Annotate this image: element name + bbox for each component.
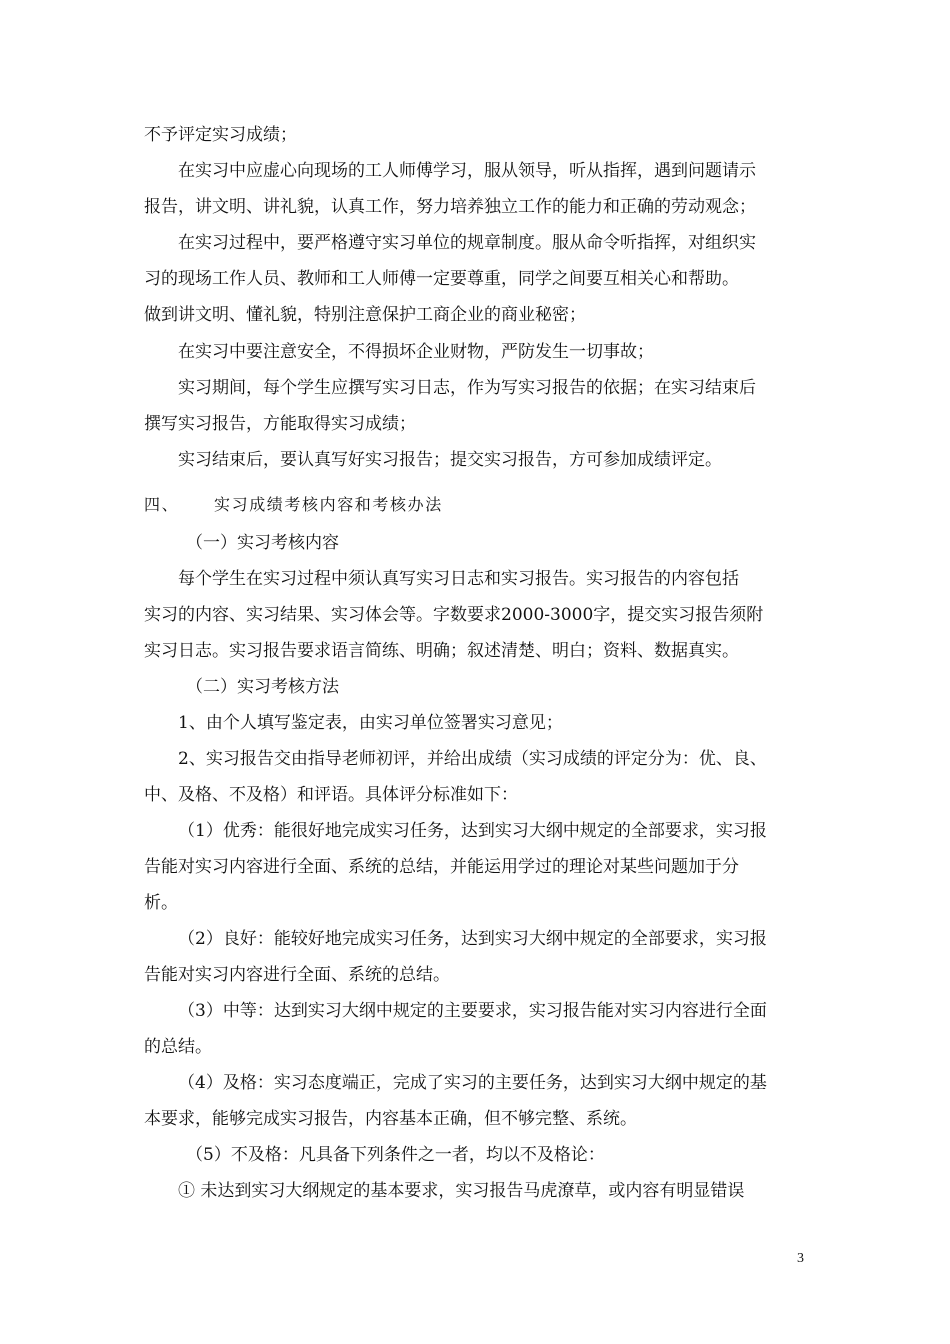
page-number: 3	[797, 1251, 804, 1266]
grade-criterion: （2）良好：能较好地完成实习任务，达到实习大纲中规定的全部要求，实习报	[178, 929, 767, 949]
list-item: 1、由个人填写鉴定表，由实习单位签署实习意见；	[178, 713, 563, 733]
grade-criterion-continued: 本要求，能够完成实习报告，内容基本正确，但不够完整、系统。	[144, 1109, 637, 1129]
grade-criterion: （4）及格：实习态度端正，完成了实习的主要任务，达到实习大纲中规定的基	[178, 1073, 767, 1093]
paragraph-line: 不予评定实习成绩；	[144, 125, 297, 145]
paragraph-line: 报告，讲文明、讲礼貌，认真工作，努力培养独立工作的能力和正确的劳动观念；	[144, 197, 756, 217]
grade-criterion: （3）中等：达到实习大纲中规定的主要要求，实习报告能对实习内容进行全面	[178, 1001, 767, 1021]
section-title: 实习成绩考核内容和考核办法	[214, 495, 443, 514]
grade-criterion-continued: 告能对实习内容进行全面、系统的总结。	[144, 965, 450, 985]
subsection-title: （一）实习考核内容	[186, 533, 339, 553]
grade-criterion: （5）不及格：凡具备下列条件之一者，均以不及格论：	[186, 1145, 605, 1165]
section-heading	[144, 494, 443, 516]
paragraph-line: 每个学生在实习过程中须认真写实习日志和实习报告。实习报告的内容包括	[178, 569, 739, 589]
subsection-title: （二）实习考核方法	[186, 677, 339, 697]
paragraph-line: 实习日志。实习报告要求语言简练、明确；叙述清楚、明白；资料、数据真实。	[144, 641, 739, 661]
paragraph-line: 实习结束后，要认真写好实习报告；提交实习报告，方可参加成绩评定。	[178, 450, 722, 470]
paragraph-line: 习的现场工作人员、教师和工人师傅一定要尊重，同学之间要互相关心和帮助。	[144, 269, 739, 289]
fail-condition: ① 未达到实习大纲规定的基本要求，实习报告马虎潦草，或内容有明显错误	[178, 1181, 745, 1201]
paragraph-line: 在实习中应虚心向现场的工人师傅学习，服从领导，听从指挥，遇到问题请示	[178, 161, 756, 181]
paragraph-line: 在实习过程中，要严格遵守实习单位的规章制度。服从命令听指挥，对组织实	[178, 233, 756, 253]
list-item: 2、实习报告交由指导老师初评，并给出成绩（实习成绩的评定分为：优、良、	[178, 749, 767, 769]
grade-criterion-continued: 的总结。	[144, 1037, 212, 1057]
paragraph-line: 实习期间，每个学生应撰写实习日志，作为写实习报告的依据；在实习结束后	[178, 378, 756, 398]
paragraph-line: 实习的内容、实习结果、实习体会等。字数要求2000-3000字，提交实习报告须附	[144, 605, 764, 625]
list-item-continued: 中、及格、不及格）和评语。具体评分标准如下：	[144, 785, 518, 805]
paragraph-line: 做到讲文明、懂礼貌，特别注意保护工商企业的商业秘密；	[144, 305, 586, 325]
paragraph-line: 撰写实习报告，方能取得实习成绩；	[144, 414, 416, 434]
grade-criterion-continued: 析。	[144, 893, 178, 913]
grade-criterion-continued: 告能对实习内容进行全面、系统的总结，并能运用学过的理论对某些问题加于分	[144, 857, 739, 877]
section-number: 四、	[144, 495, 180, 514]
paragraph-line: 在实习中要注意安全，不得损坏企业财物，严防发生一切事故；	[178, 342, 654, 362]
grade-criterion: （1）优秀：能很好地完成实习任务，达到实习大纲中规定的全部要求，实习报	[178, 821, 767, 841]
